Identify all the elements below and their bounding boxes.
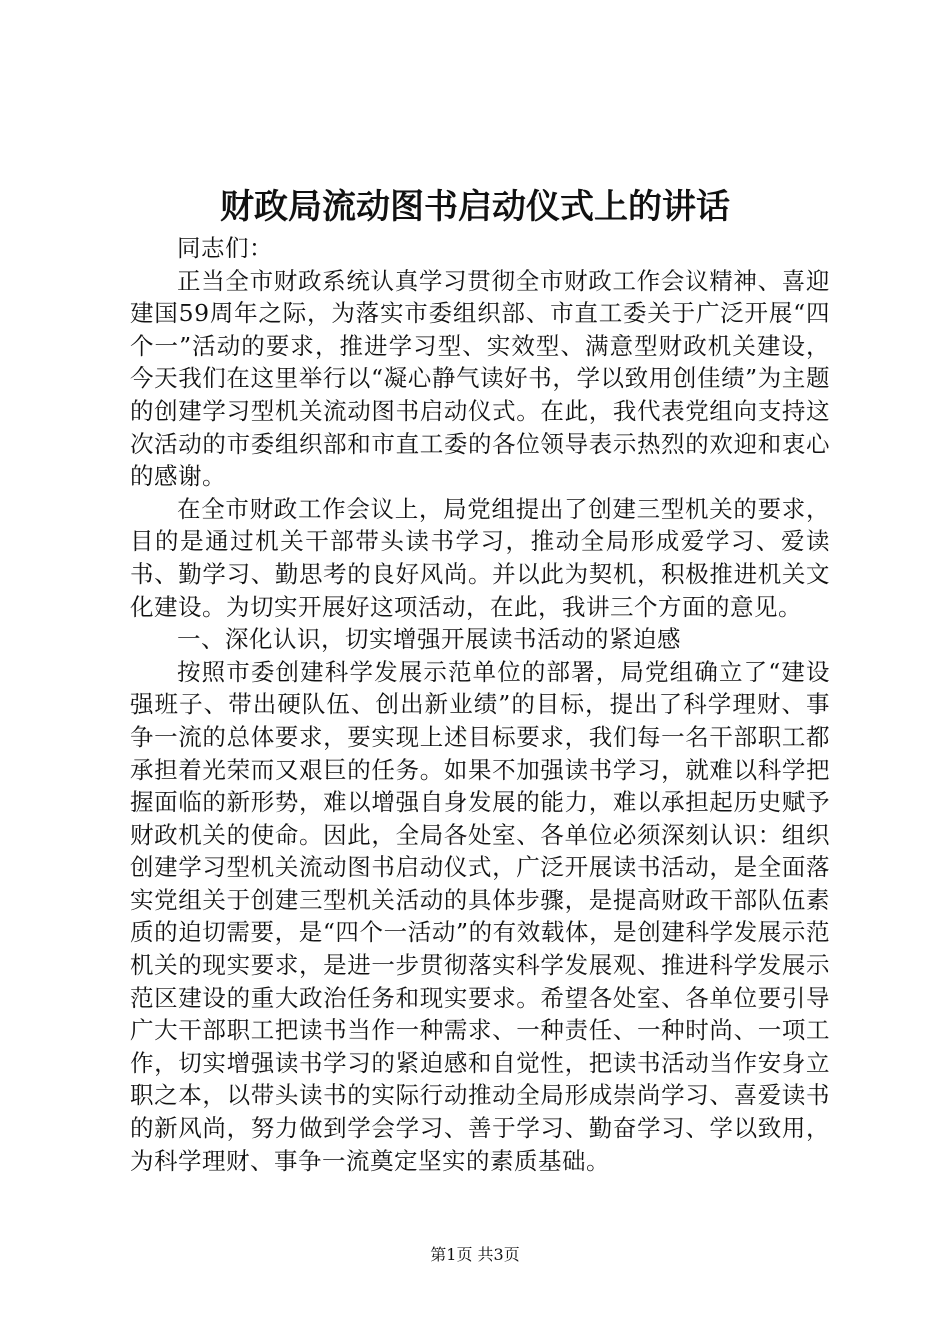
- paragraph-section-1: 按照市委创建科学发展示范单位的部署，局党组确立了“建设强班子、带出硬队伍、创出新业绩”的目标，提出了科学理财、事争一流的总体要求，要实现上述目标要求，我们每一名干部职工都承担着光荣而又艰巨的任务。如果不加强读书学习，就难以科学把握面临的新形势，难以增强自身发展的能力，难以承担起历史赋予财政机关的使命。因此，全局各处室、各单位必须深刻认识：组织创建学习型机关流动图书启动仪式，广泛开展读书活动，是全面落实党组关于创建三型机关活动的具体步骤，是提高财政干部队伍素质的迫切需要，是“四个一活动”的有效载体，是创建科学发展示范机关的现实要求，是进一步贯彻落实科学发展观、推进科学发展示范区建设的重大政治任务和现实要求。希望各处室、各单位要引导广大干部职工把读书当作一种需求、一种责任、一种时尚、一项工作，切实增强读书学习的紧迫感和自觉性，把读书活动当作安身立职之本，以带头读书的实际行动推动全局形成崇尚学习、喜爱读书的新风尚，努力做到学会学习、善于学习、勤奋学习、学以致用，为科学理财、事争一流奠定坚实的素质基础。: [130, 657, 830, 1175]
- page-number-footer: 第1页 共3页: [430, 1245, 520, 1264]
- section-heading-1: 一、深化认识，切实增强开展读书活动的紧迫感: [177, 625, 681, 654]
- salutation: 同志们：: [177, 234, 273, 262]
- paragraph-intro: 正当全市财政系统认真学习贯彻全市财政工作会议精神、喜迎建国59周年之际，为落实市委组织部、市直工委关于广泛开展“四个一”活动的要求，推进学习型、实效型、满意型财政机关建设，今天我们在这里举行以“凝心静气读好书，学以致用创佳绩”为主题的创建学习型机关流动图书启动仪式。在此，我代表党组向支持这次活动的市委组织部和市直工委的各位领导表示热烈的欢迎和衷心的感谢。: [130, 266, 830, 491]
- document-title: 财政局流动图书启动仪式上的讲话: [220, 187, 730, 227]
- paragraph-context: 在全市财政工作会议上，局党组提出了创建三型机关的要求，目的是通过机关干部带头读书学习，推动全局形成爱学习、爱读书、勤学习、勤思考的良好风尚。并以此为契机，积极推进机关文化建设。为切实开展好这项活动，在此，我讲三个方面的意见。: [130, 494, 830, 621]
- document-body: [130, 232, 830, 1177]
